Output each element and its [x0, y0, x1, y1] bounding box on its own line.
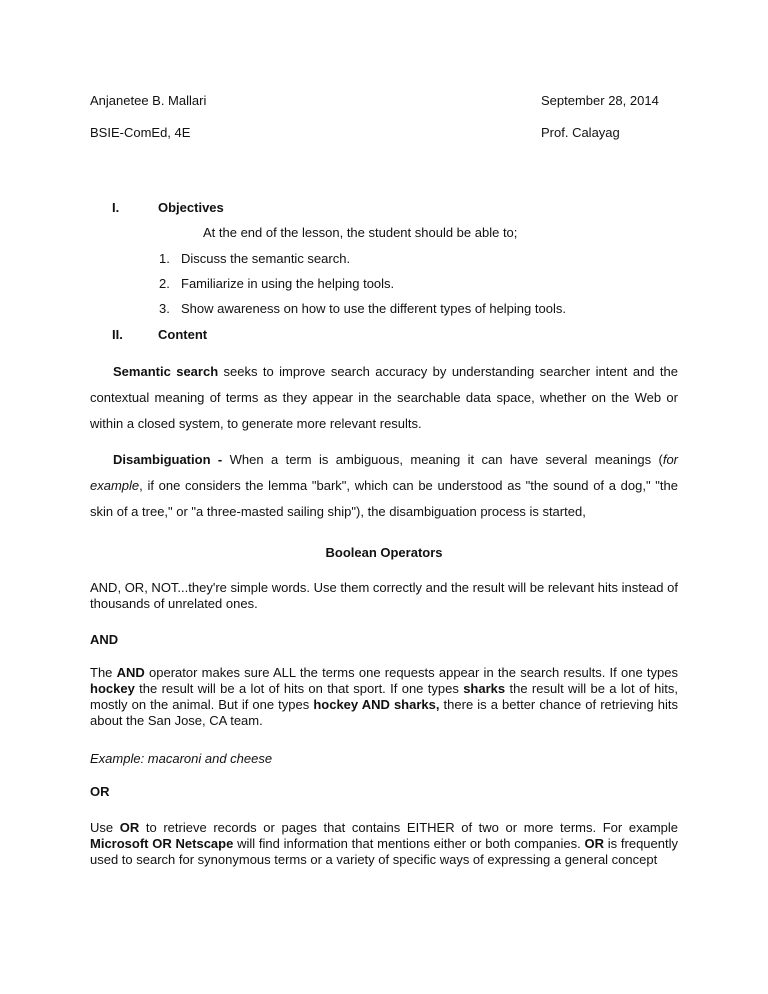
course-section: BSIE-ComEd, 4E: [90, 125, 191, 140]
list-item-number: 3.: [159, 301, 170, 316]
list-item-text: Familiarize in using the helping tools.: [181, 276, 395, 291]
section-numeral-2: II.: [112, 327, 123, 342]
and-heading: AND: [90, 632, 119, 647]
section-title-content: Content: [158, 327, 208, 342]
disambiguation-paragraph: Disambiguation - When a term is ambiguous, meaning it can have several meanings (for example, if one considers the lemma "bark", which can be understood as "the sound of a dog," "the skin of a tree," or "a three-masted sailing ship"), the disambiguation process is started,: [90, 452, 679, 519]
and-example: Example: macaroni and cheese: [90, 751, 273, 766]
section-title-objectives: Objectives: [158, 200, 224, 215]
or-paragraph: Use OR to retrieve records or pages that contains EITHER of two or more terms. For example Microsoft OR Netscape will find information that mentions either or both companies. OR is frequently used to search for synonymous terms or a variety of specific ways of expressing a general concept: [90, 820, 678, 867]
document-date: September 28, 2014: [541, 93, 659, 108]
boolean-operators-heading: Boolean Operators: [325, 545, 443, 560]
disambiguation-term: Disambiguation -: [113, 452, 223, 467]
and-paragraph: The AND operator makes sure ALL the terms one requests appear in the search results. If one types hockey the result will be a lot of hits on that sport. If one types sharks the result will be a lot of hits, mostly on the animal. But if one types hockey AND sharks, there is a better chance of retrieving hits about the San Jose, CA team.: [90, 665, 678, 728]
list-item-number: 2.: [159, 276, 170, 291]
list-item-number: 1.: [159, 251, 170, 266]
objectives-intro: At the end of the lesson, the student should be able to;: [203, 225, 518, 240]
professor-name: Prof. Calayag: [541, 125, 620, 140]
list-item-text: Show awareness on how to use the different types of helping tools.: [181, 301, 566, 316]
author-name: Anjanetee B. Mallari: [90, 93, 207, 108]
semantic-search-term: Semantic search: [113, 364, 219, 379]
semantic-search-paragraph: Semantic search seeks to improve search accuracy by understanding searcher intent and the contextual meaning of terms as they appear in the searchable data space, whether on the Web or within a closed system, to generate more relevant results.: [90, 364, 678, 431]
boolean-intro-paragraph: AND, OR, NOT...they're simple words. Use them correctly and the result will be relevant hits instead of thousands of unrelated ones.: [90, 580, 678, 611]
section-numeral-1: I.: [112, 200, 120, 215]
list-item-text: Discuss the semantic search.: [181, 251, 351, 266]
or-heading: OR: [90, 784, 110, 799]
